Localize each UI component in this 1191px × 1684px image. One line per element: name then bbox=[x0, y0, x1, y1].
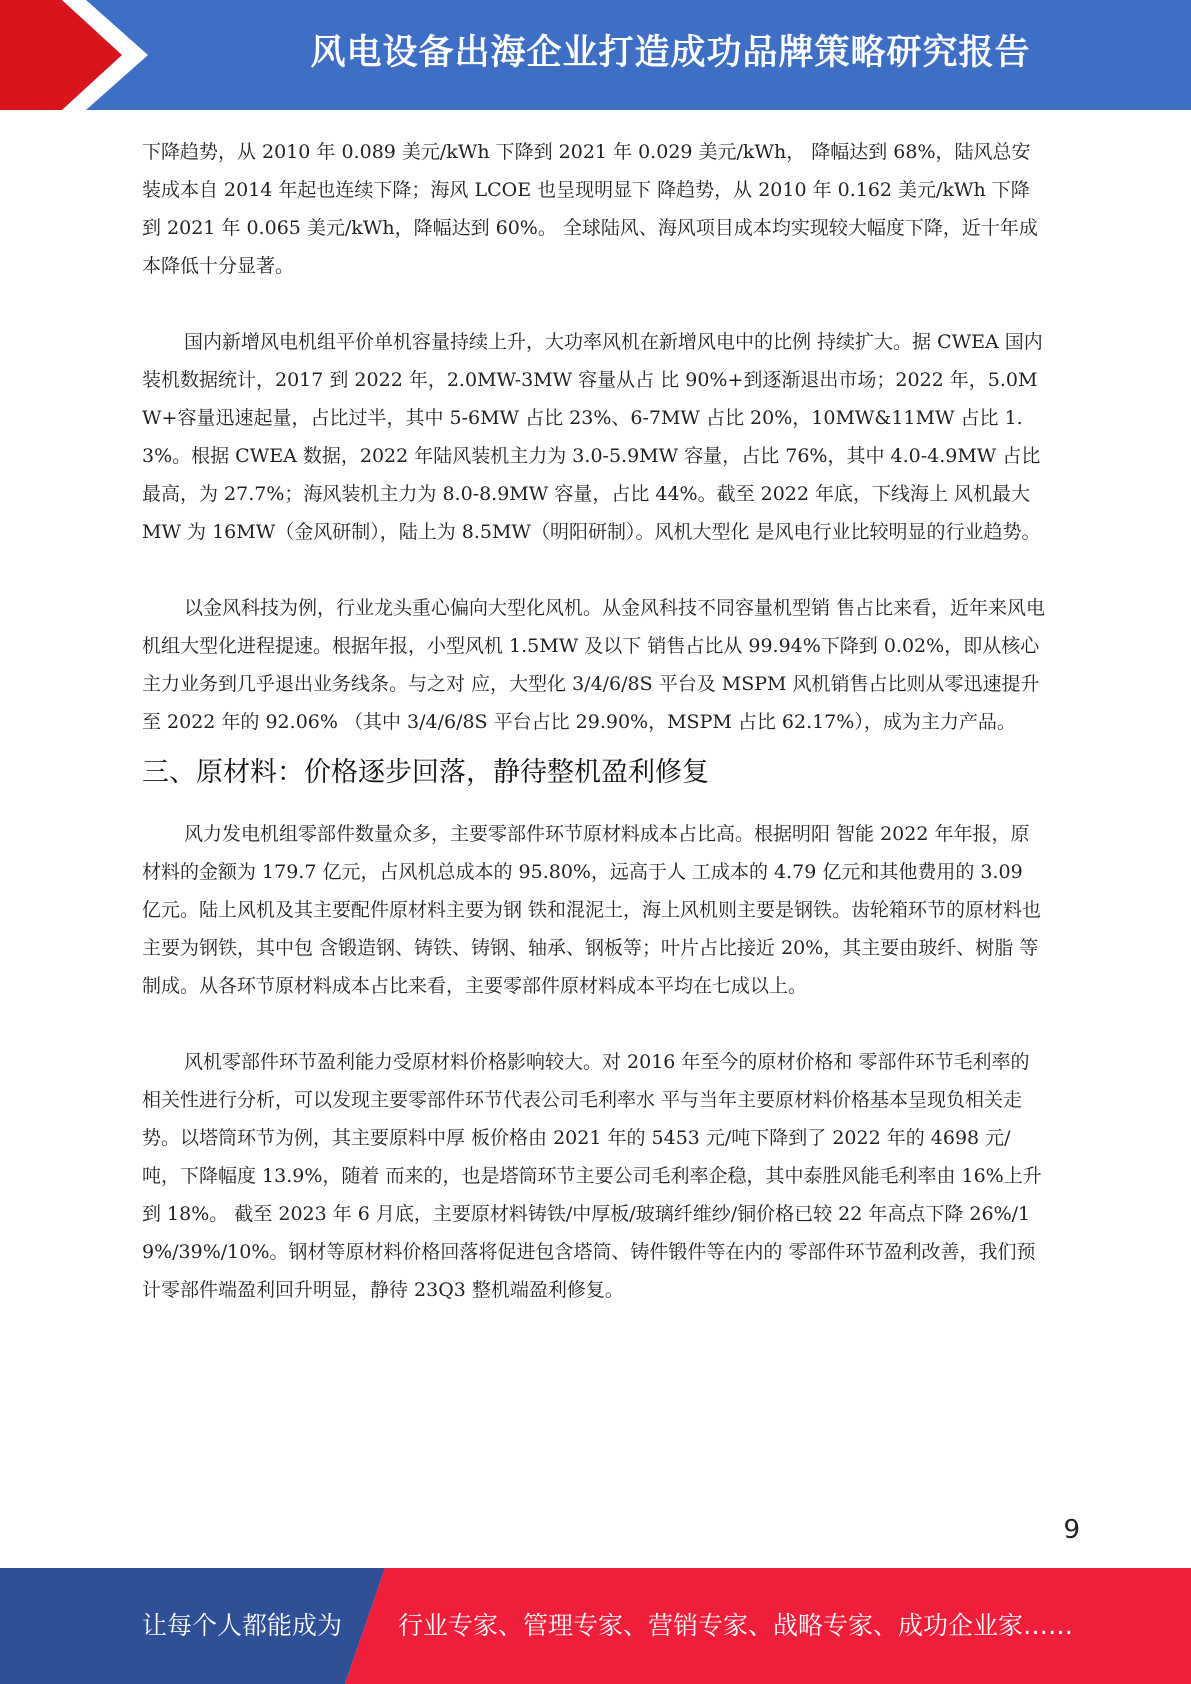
footer-slogan-left: 让每个人都能成为 bbox=[142, 1611, 343, 1640]
paragraph-goldwind-example: 以金风科技为例，行业龙头重心偏向大型化风机。从金风科技不同容量机型销 售占比来看，近年来风电机组大型化进程提速。根据年报，小型风机 1.5MW 及以下 销售占比从 99.94%下降到 0.02%，即从核心主力业务到几乎退出业务线条。与之对 应，大型化 3/4/6/8S 平台及 MSPM 风机销售占比则从零迅速提升至 2022 年的 92.06% （其中 3/4/6/8S 平台占比 29.90%，MSPM 占比 62.17%），成为主力产品。 bbox=[142, 597, 1046, 733]
page-footer bbox=[0, 1568, 1191, 1684]
section-heading-raw-materials: 三、原材料：价格逐步回落，静待整机盈利修复 bbox=[142, 757, 709, 788]
paragraph-component-costs: 风力发电机组零部件数量众多，主要零部件环节原材料成本占比高。根据明阳 智能 2022 年年报，原材料的金额为 179.7 亿元，占风机总成本的 95.80%，远高于人 工成本的 4.79 亿元和其他费用的 3.09 亿元。陆上风机及其主要配件原材料主要为钢 铁和混泥土，海上风机则主要是钢铁。齿轮箱环节的原材料也主要为钢铁，其中包 含锻造钢、铸铁、铸钢、轴承、钢板等；叶片占比接近 20%，其主要由玻纤、树脂 等制成。从各环节原材料成本占比来看，主要零部件原材料成本平均在七成以上。 bbox=[142, 823, 1042, 997]
page-content bbox=[142, 133, 1047, 1309]
page-header bbox=[0, 0, 1191, 110]
paragraph-unit-capacity: 国内新增风电机组平价单机容量持续上升，大功率风机在新增风电中的比例 持续扩大。据 CWEA 国内装机数据统计，2017 到 2022 年，2.0MW-3MW 容量从占 比 90%+到逐渐退出市场；2022 年，5.0MW+容量迅速起量，占比过半，其中 5-6MW 占比 23%、6-7MW 占比 20%，10MW&11MW 占比 1.3%。根据 CWEA 数据，2022 年陆风装机主力为 3.0-5.9MW 容量，占比 76%，其中 4.0-4.9MW 占比最高，为 27.7%；海风装机主力为 8.0-8.9MW 容量，占比 44%。截至 2022 年底，下线海上 风机最大 MW 为 16MW（金风研制），陆上为 8.5MW（明阳研制）。风机大型化 是风电行业比较明显的行业趋势。 bbox=[142, 331, 1043, 543]
page-number: 9 bbox=[1063, 1515, 1080, 1545]
paragraph-lcoe-decline: 下降趋势，从 2010 年 0.089 美元/kWh 下降到 2021 年 0.029 美元/kWh， 降幅达到 68%，陆风总安装成本自 2014 年起也连续下降；海风 LCOE 也呈现明显下 降趋势，从 2010 年 0.162 美元/kWh 下降到 2021 年 0.065 美元/kWh，降幅达到 60%。 全球陆风、海风项目成本均实现较大幅度下降，近十年成本降低十分显著。 bbox=[142, 141, 1038, 277]
report-title: 风电设备出海企业打造成功品牌策略研究报告 bbox=[310, 33, 1031, 73]
footer-slogan-right: 行业专家、管理专家、营销专家、战略专家、成功企业家…… bbox=[398, 1611, 1074, 1640]
paragraph-margin-correlation: 风机零部件环节盈利能力受原材料价格影响较大。对 2016 年至今的原材价格和 零部件环节毛利率的相关性进行分析，可以发现主要零部件环节代表公司毛利率水 平与当年主要原材料价格基本呈现负相关走势。以塔筒环节为例，其主要原料中厚 板价格由 2021 年的 5453 元/吨下降到了 2022 年的 4698 元/吨，下降幅度 13.9%，随着 而来的，也是塔筒环节主要公司毛利率企稳，其中泰胜风能毛利率由 16%上升到 18%。 截至 2023 年 6 月底，主要原材料铸铁/中厚板/玻璃纤维纱/铜价格已较 22 年高点下降 26%/19%/39%/10%。钢材等原材料价格回落将促进包含塔筒、铸件锻件等在内的 零部件环节盈利改善，我们预计零部件端盈利回升明显，静待 23Q3 整机端盈利修复。 bbox=[142, 1051, 1042, 1301]
